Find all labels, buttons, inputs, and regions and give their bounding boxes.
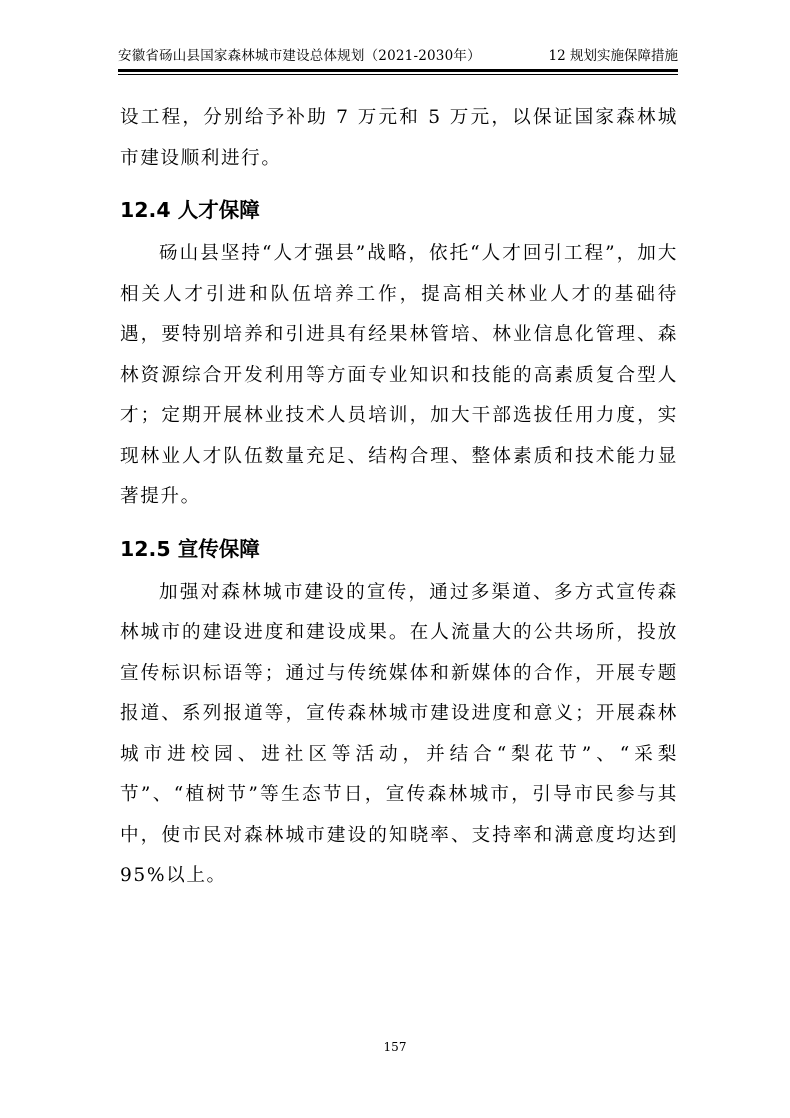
page-header — [118, 44, 678, 68]
section-heading-12-4: 12.4 人才保障 — [120, 198, 260, 222]
header-rule-thick — [118, 69, 678, 72]
header-document-title: 安徽省砀山县国家森林城市建设总体规划（2021-2030年） — [118, 48, 481, 64]
page-body — [120, 98, 678, 897]
header-rule-thin — [118, 74, 678, 75]
section-12-4-paragraph: 砀山县坚持“人才强县”战略，依托“人才回引工程”，加大相关人才引进和队伍培养工作，提高相关林业人才的基础待遇，要特别培养和引进具有经果林管培、林业信息化管理、森林资源综合开发利用等方面专业知识和技能的高素质复合型人才；定期开展林业技术人员培训，加大干部选拔任用力度，实现林业人才队伍数量充足、结构合理、整体素质和技术能力显著提升。 — [120, 243, 678, 507]
page-number: 157 — [383, 1040, 407, 1054]
section-12-5-paragraph: 加强对森林城市建设的宣传，通过多渠道、多方式宣传森林城市的建设进度和建设成果。在人流量大的公共场所，投放宣传标识标语等；通过与传统媒体和新媒体的合作，开展专题报道、系列报道等，宣传森林城市建设进度和意义；开展森林城市进校园、进社区等活动，并结合“梨花节”、“采梨节”、“植树节”等生态节日，宣传森林城市，引导市民参与其中，使市民对森林城市建设的知晓率、支持率和满意度均达到 95%以上。 — [120, 581, 678, 886]
header-chapter-title: 12 规划实施保障措施 — [548, 48, 678, 64]
section-heading-12-5: 12.5 宣传保障 — [120, 536, 260, 561]
continuation-paragraph: 设工程，分别给予补助 7 万元和 5 万元，以保证国家森林城市建设顺利进行。 — [120, 107, 678, 169]
